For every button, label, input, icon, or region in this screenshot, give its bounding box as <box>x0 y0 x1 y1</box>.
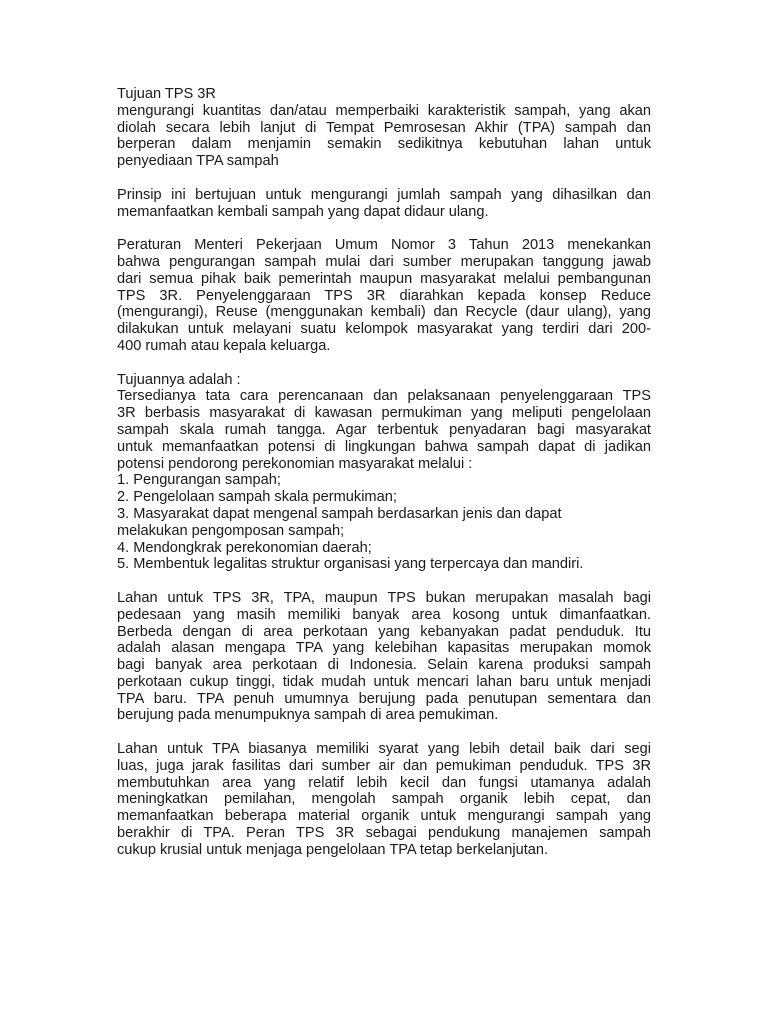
list-item: 3. Masyarakat dapat mengenal sampah berdasarkan jenis dan dapat <box>117 505 562 522</box>
paragraph-line: TPA baru. TPA penuh umumnya berujung pada penutupan sementara dan <box>117 690 651 707</box>
paragraph-line: pedesaan yang masih memiliki banyak area kosong untuk dimanfaatkan. <box>117 606 651 623</box>
list-item: 1. Pengurangan sampah; <box>117 472 281 489</box>
paragraph-line: meningkatkan pemilahan, mengolah sampah organik lebih cepat, dan <box>117 791 651 808</box>
paragraph-heading: Tujuannya adalah : <box>117 371 241 388</box>
paragraph-line: berperan dalam menjamin semakin sedikitnya kebutuhan lahan untuk <box>117 136 651 153</box>
paragraph-line: 3R berbasis masyarakat di kawasan permukiman yang meliputi pengelolaan <box>117 405 651 422</box>
paragraph-6 <box>117 741 651 859</box>
paragraph-line: Peraturan Menteri Pekerjaan Umum Nomor 3 Tahun 2013 menekankan <box>117 237 651 254</box>
paragraph-line: Berbeda dengan di area perkotaan yang kebanyakan padat penduduk. Itu <box>117 623 651 640</box>
list-item: melakukan pengomposan sampah; <box>117 522 345 539</box>
paragraph-5 <box>117 590 651 724</box>
paragraph-line: perkotaan cukup tinggi, tidak mudah untuk mencari lahan baru untuk menjadi <box>117 673 651 690</box>
document-heading: Tujuan TPS 3R <box>117 86 216 102</box>
paragraph-line: memanfaatkan beberapa material organik untuk mengurangi sampah yang <box>117 808 651 825</box>
paragraph-gap <box>117 170 651 187</box>
paragraph-line: diolah secara lebih lanjut di Tempat Pemrosesan Akhir (TPA) sampah dan <box>117 119 651 136</box>
list-item: 5. Membentuk legalitas struktur organisasi yang terpercaya dan mandiri. <box>117 556 584 573</box>
paragraph-line: TPS 3R. Penyelenggaraan TPS 3R diarahkan kepada konsep Reduce <box>117 287 651 304</box>
paragraph-line: berujung pada menumpuknya sampah di area pemukiman. <box>117 707 499 724</box>
paragraph-2 <box>117 187 651 221</box>
paragraph-3 <box>117 237 651 355</box>
paragraph-1 <box>117 103 651 170</box>
paragraph-gap <box>117 573 651 590</box>
paragraph-line: bagi banyak area perkotaan di Indonesia. Selain karena produksi sampah <box>117 657 651 674</box>
paragraph-line: membutuhkan area yang relatif lebih kecil dan fungsi utamanya adalah <box>117 774 651 791</box>
paragraph-line: cukup krusial untuk menjaga pengelolaan TPA tetap berkelanjutan. <box>117 841 549 858</box>
paragraph-line: bahwa pengurangan sampah mulai dari sumber merupakan tanggung jawab <box>117 253 651 270</box>
paragraph-gap <box>117 220 651 237</box>
paragraph-line: memanfaatkan kembali sampah yang dapat didaur ulang. <box>117 203 489 220</box>
paragraph-line: Lahan untuk TPS 3R, TPA, maupun TPS bukan merupakan masalah bagi <box>117 589 651 606</box>
paragraph-line: sampah skala rumah tangga. Agar terbentuk penyadaran bagi masyarakat <box>117 421 651 438</box>
paragraph-line: luas, juga jarak fasilitas dari sumber air dan pemukiman penduduk. TPS 3R <box>117 757 651 774</box>
paragraph-line: 400 rumah atau kepala keluarga. <box>117 337 331 354</box>
paragraph-line: untuk memanfaatkan potensi di lingkungan bahwa sampah dapat di jadikan <box>117 438 651 455</box>
paragraph-line: dari semua pihak baik pemerintah maupun masyarakat melalui pembangunan <box>117 270 651 287</box>
paragraph-line: potensi pendorong perekonomian masyarakat melalui : <box>117 455 473 472</box>
paragraph-line: Prinsip ini bertujuan untuk mengurangi jumlah sampah yang dihasilkan dan <box>117 186 651 203</box>
paragraph-line: berakhir di TPA. Peran TPS 3R sebagai pendukung manajemen sampah <box>117 825 651 842</box>
paragraph-line: (mengurangi), Reuse (menggunakan kembali) dan Recycle (daur ulang), yang <box>117 304 651 321</box>
paragraph-line: adalah alasan mengapa TPA yang kelebihan kapasitas merupakan momok <box>117 640 651 657</box>
list-item: 4. Mendongkrak perekonomian daerah; <box>117 539 372 556</box>
document-page <box>117 86 651 859</box>
goal-list <box>117 472 651 573</box>
paragraph-line: penyediaan TPA sampah <box>117 153 279 170</box>
paragraph-line: dilakukan untuk melayani suatu kelompok masyarakat yang terdiri dari 200- <box>117 321 651 338</box>
paragraph-gap <box>117 355 651 372</box>
paragraph-line: Lahan untuk TPA biasanya memiliki syarat yang lebih detail baik dari segi <box>117 741 651 758</box>
paragraph-gap <box>117 724 651 741</box>
paragraph-line: mengurangi kuantitas dan/atau memperbaiki karakteristik sampah, yang akan <box>117 102 651 119</box>
paragraph-4 <box>117 372 651 473</box>
list-item: 2. Pengelolaan sampah skala permukiman; <box>117 489 397 506</box>
paragraph-line: Tersedianya tata cara perencanaan dan pelaksanaan penyelenggaraan TPS <box>117 388 651 405</box>
